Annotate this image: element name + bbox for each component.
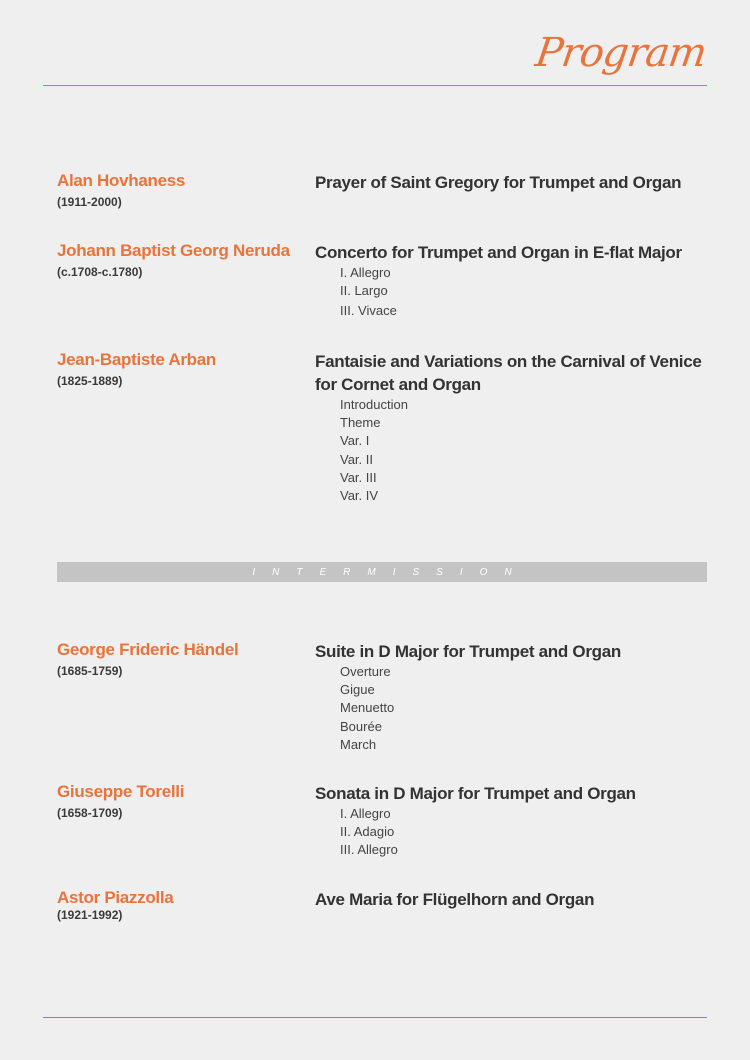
movement-item: I. Allegro xyxy=(340,265,391,280)
movement-item: II. Largo xyxy=(340,283,388,299)
movement-item: Var. I xyxy=(340,433,370,449)
intermission-label: INTERMISSION xyxy=(252,566,529,578)
movement-item: Theme xyxy=(340,415,381,431)
composer-name: Johann Baptist Georg Neruda xyxy=(57,241,290,260)
movement-item: III. Allegro xyxy=(340,842,398,858)
movement-item: II. Adagio xyxy=(340,824,395,840)
composer-name: Jean-Baptiste Arban xyxy=(57,350,216,369)
composer-name: Alan Hovhaness xyxy=(57,171,186,190)
movement-item: III. Vivace xyxy=(340,303,397,319)
movement-list xyxy=(340,396,408,505)
composer-dates: (1921-1992) xyxy=(57,908,123,922)
composer-name: Astor Piazzolla xyxy=(57,888,174,907)
composer-dates: (c.1708-c.1780) xyxy=(57,265,143,279)
movement-item: Var. IV xyxy=(340,488,379,504)
movement-item: Var. II xyxy=(340,451,373,467)
composer-dates: (1911-2000) xyxy=(57,195,122,209)
movement-item: Menuetto xyxy=(340,700,395,716)
composer-dates: (1685-1759) xyxy=(57,664,123,678)
movement-item: March xyxy=(340,736,377,752)
movement-item: Bourée xyxy=(340,718,382,734)
movement-list xyxy=(340,805,398,860)
movement-item: Introduction xyxy=(340,397,408,412)
page-title: Program xyxy=(533,30,710,76)
intermission-bar xyxy=(57,562,707,582)
work-title: Prayer of Saint Gregory for Trumpet and Organ xyxy=(315,173,682,192)
work-title: Sonata in D Major for Trumpet and Organ xyxy=(315,784,636,803)
composer-name: George Frideric Händel xyxy=(57,640,239,659)
movement-item: Overture xyxy=(340,664,391,679)
footer-divider xyxy=(43,1017,707,1018)
composer-dates: (1825-1889) xyxy=(57,374,123,388)
movement-item: I. Allegro xyxy=(340,806,391,821)
movement-list xyxy=(340,663,394,754)
movement-list xyxy=(340,264,397,321)
work-title: Suite in D Major for Trumpet and Organ xyxy=(315,642,621,661)
work-title: Ave Maria for Flügelhorn and Organ xyxy=(315,890,595,909)
composer-name: Giuseppe Torelli xyxy=(57,782,185,801)
header-divider xyxy=(43,85,707,86)
composer-dates: (1658-1709) xyxy=(57,806,123,820)
movement-item: Var. III xyxy=(340,469,377,485)
movement-item: Gigue xyxy=(340,682,375,698)
work-title: Concerto for Trumpet and Organ in E-flat Major xyxy=(315,243,682,262)
work-title: Fantaisie and Variations on the Carnival of Venice for Cornet and Organ xyxy=(315,352,702,394)
